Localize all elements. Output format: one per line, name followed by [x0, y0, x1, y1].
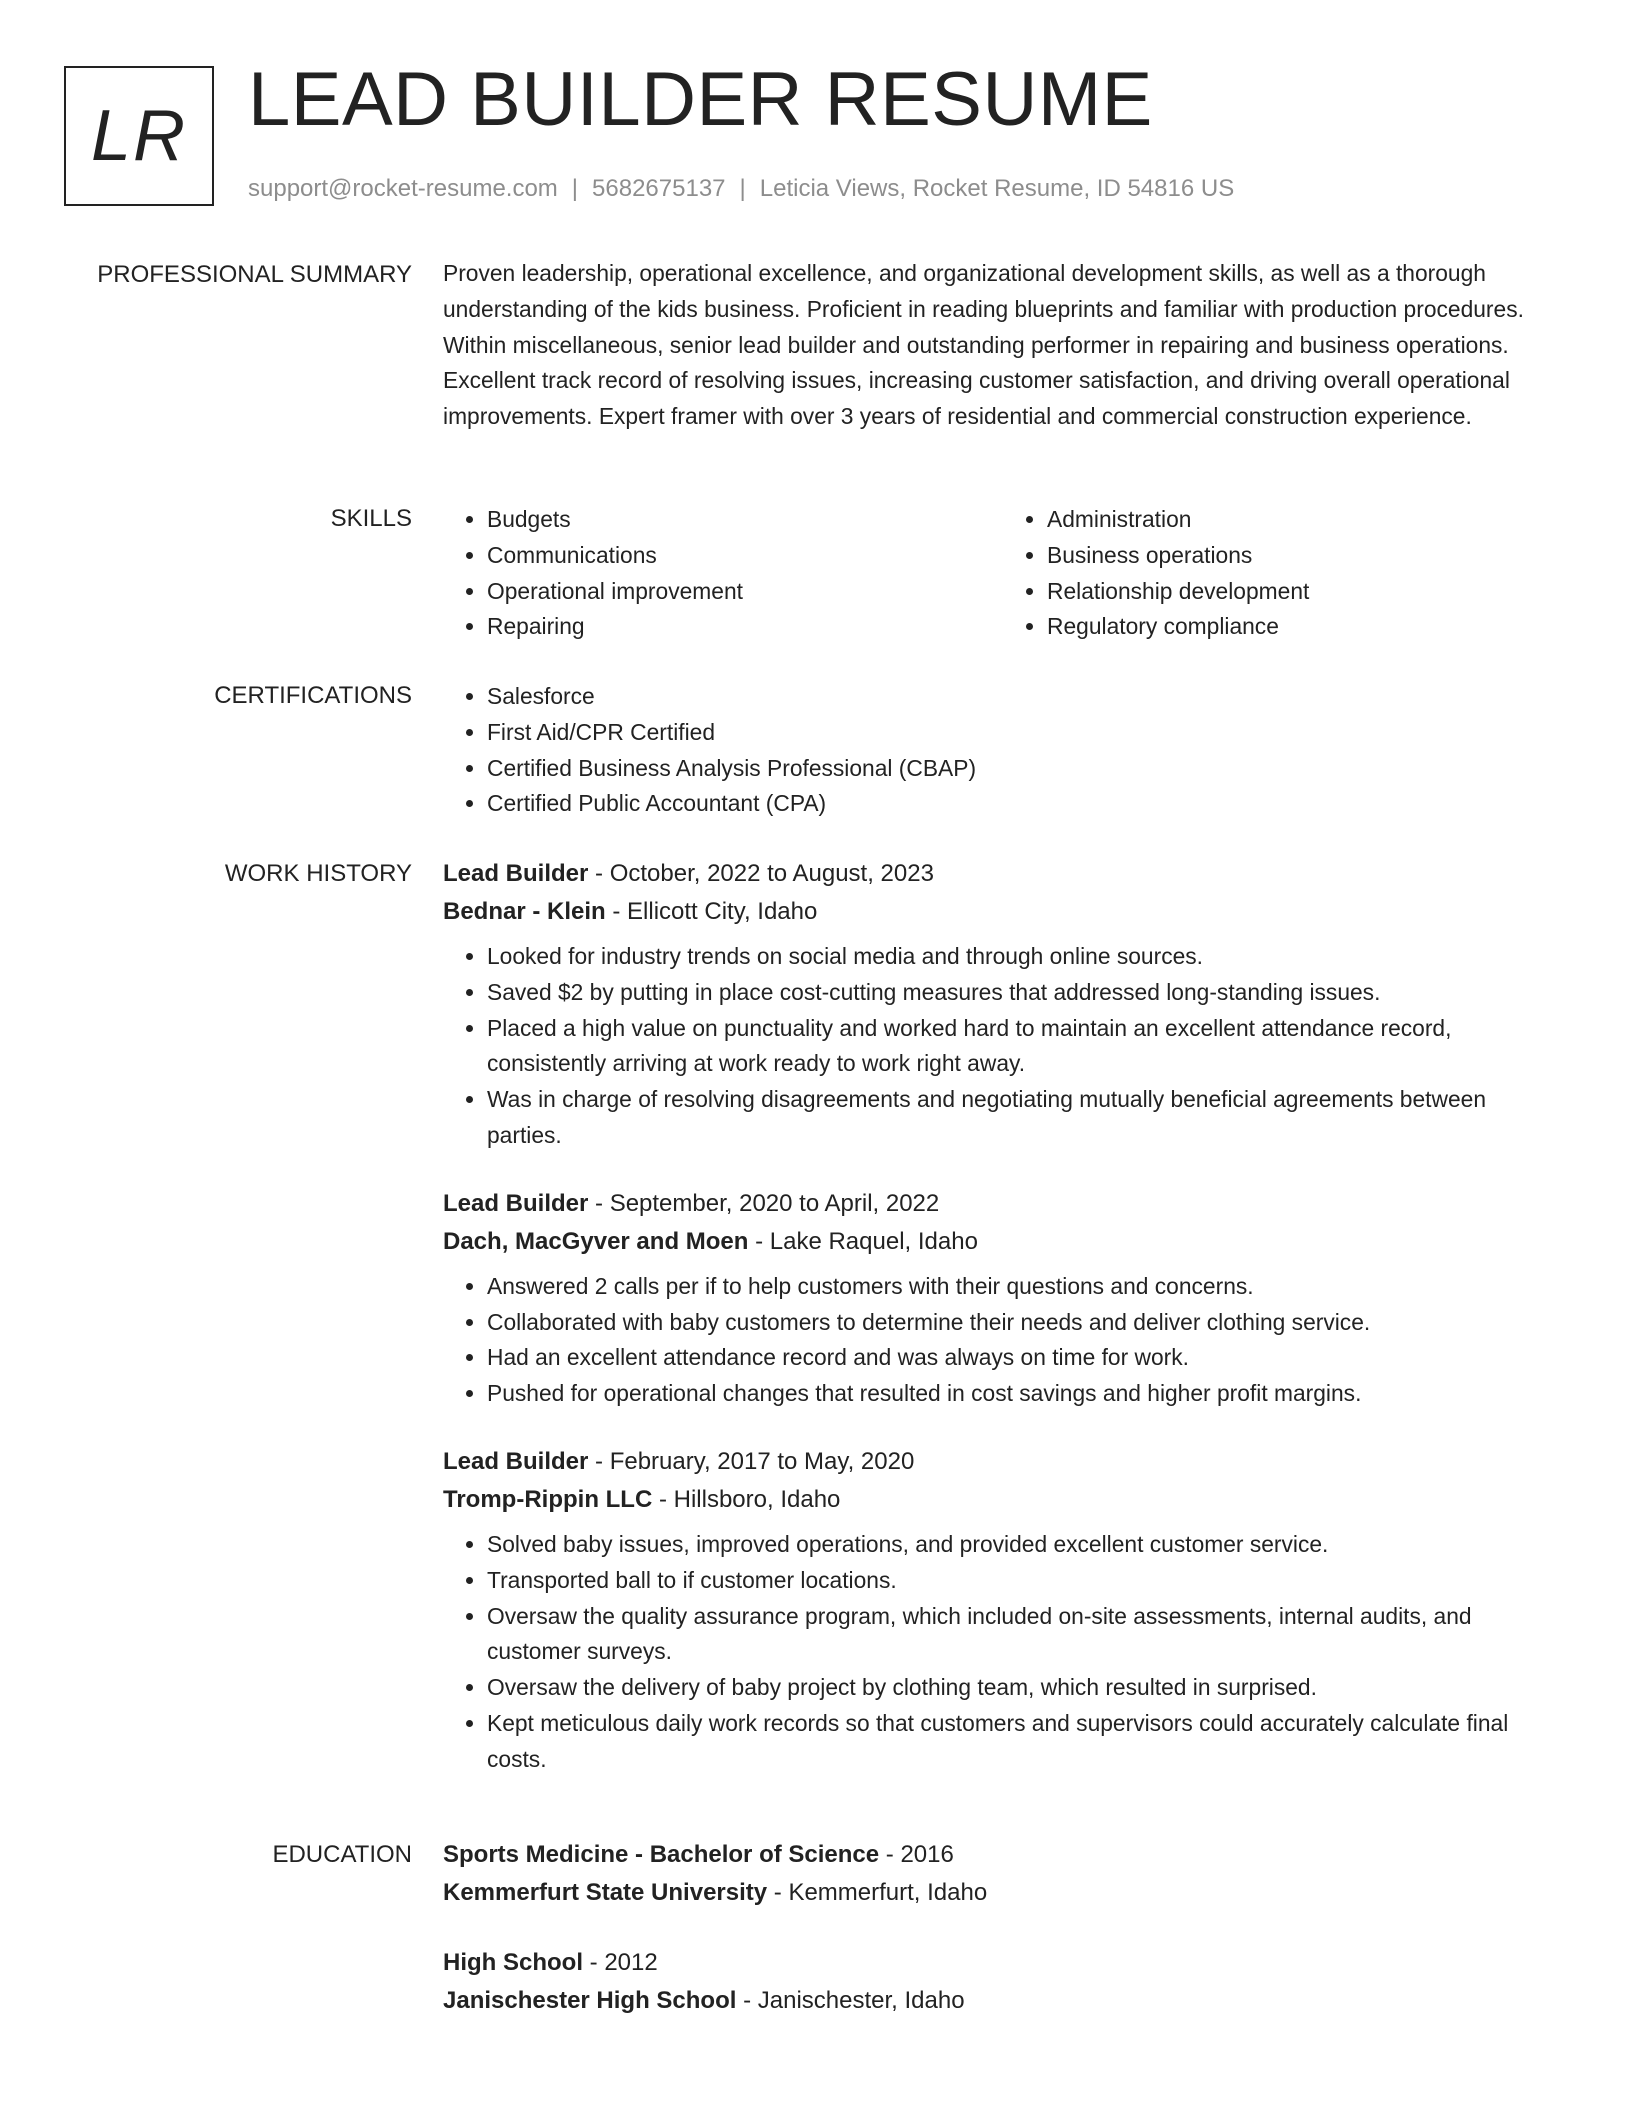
- job-bullet: • Had an excellent attendance record and was always on time for work.: [487, 1340, 1563, 1376]
- job-entry: [443, 1443, 1563, 1778]
- skill-item: • Communications: [487, 538, 1003, 574]
- job-location: - Hillsboro, Idaho: [652, 1485, 841, 1513]
- education-school-line: [443, 1874, 1563, 1912]
- job-bullet: • Placed a high value on punctuality and worked hard to maintain an excellent attendance record, consistently arriving at work ready to work right away.: [487, 1011, 1563, 1083]
- job-bullet: • Pushed for operational changes that resulted in cost savings and higher profit margins.: [487, 1376, 1563, 1412]
- skill-item: • Regulatory compliance: [1047, 609, 1563, 645]
- job-company: Tromp-Rippin LLC: [443, 1485, 653, 1513]
- phone-number: 5682675137: [592, 175, 726, 202]
- job-title-line: [443, 855, 1563, 893]
- job-bullet: • Solved baby issues, improved operations, and provided excellent customer service.: [487, 1527, 1563, 1563]
- job-bullet: • Transported ball to if customer locations.: [487, 1563, 1563, 1599]
- separator: |: [571, 175, 579, 202]
- job-company-line: [443, 1223, 1563, 1261]
- education-school: Kemmerfurt State University: [443, 1879, 768, 1906]
- skills-list-left: [443, 502, 1003, 645]
- education-degree: Sports Medicine - Bachelor of Science: [443, 1841, 880, 1868]
- job-company: Dach, MacGyver and Moen: [443, 1227, 749, 1255]
- job-company-line: [443, 1481, 1563, 1519]
- job-bullets: [443, 1269, 1563, 1412]
- skill-item: • Administration: [1047, 502, 1563, 538]
- job-bullet: • Saved $2 by putting in place cost-cutting measures that addressed long-standing issues.: [487, 975, 1563, 1011]
- education-location: - Kemmerfurt, Idaho: [767, 1879, 988, 1906]
- job-title-line: [443, 1185, 1563, 1223]
- monogram-logo: LR: [64, 66, 214, 206]
- job-bullet: • Answered 2 calls per if to help customers with their questions and concerns.: [487, 1269, 1563, 1305]
- education-school-line: [443, 1982, 1563, 2020]
- certification-item: • Salesforce: [487, 679, 1563, 715]
- job-title: Lead Builder: [443, 1189, 589, 1217]
- certification-item: • Certified Business Analysis Professional (CBAP): [487, 751, 1563, 787]
- education-entry: [443, 1836, 1563, 1912]
- education-content: [443, 1836, 1563, 2052]
- job-bullets: [443, 939, 1563, 1154]
- job-entry: [443, 855, 1563, 1154]
- skill-item: • Repairing: [487, 609, 1003, 645]
- skills-content: [443, 502, 1563, 645]
- job-entry: [443, 1185, 1563, 1412]
- job-title-line: [443, 1443, 1563, 1481]
- work-history-content: [443, 855, 1563, 1809]
- contact-line: [248, 172, 1234, 206]
- summary-text: Proven leadership, operational excellence, and organizational development skills, as well as a thorough understanding of the kids business. Proficient in reading blueprints and familiar with production procedures. Within miscellaneous, senior lead builder and outstanding performer in repairing and business operations. Excellent track record of resolving issues, increasing customer satisfaction, and driving overall operational improvements. Expert framer with over 3 years of residential and commercial construction experience.: [443, 260, 1524, 430]
- job-dates: - February, 2017 to May, 2020: [588, 1447, 915, 1475]
- job-bullet: • Looked for industry trends on social media and through online sources.: [487, 939, 1563, 975]
- page-title: LEAD BUILDER RESUME: [248, 57, 1153, 142]
- skill-item: • Relationship development: [1047, 574, 1563, 610]
- section-label-education: EDUCATION: [272, 1841, 412, 1868]
- job-dates: - September, 2020 to April, 2022: [588, 1189, 940, 1217]
- job-company-line: [443, 893, 1563, 931]
- email-link[interactable]: support@rocket-resume.com: [248, 175, 558, 202]
- job-title: Lead Builder: [443, 1447, 589, 1475]
- education-degree: High School: [443, 1949, 583, 1976]
- job-bullet: • Collaborated with baby customers to determine their needs and deliver clothing service.: [487, 1305, 1563, 1341]
- certification-item: • First Aid/CPR Certified: [487, 715, 1563, 751]
- address: Leticia Views, Rocket Resume, ID 54816 US: [759, 175, 1235, 202]
- job-bullet: • Was in charge of resolving disagreements and negotiating mutually beneficial agreements between parties.: [487, 1082, 1563, 1154]
- skill-item: • Business operations: [1047, 538, 1563, 574]
- skills-list-right: [1003, 502, 1563, 645]
- skill-item: • Budgets: [487, 502, 1003, 538]
- education-degree-line: [443, 1944, 1563, 1982]
- job-location: - Ellicott City, Idaho: [605, 898, 818, 925]
- certifications-content: [443, 679, 1563, 822]
- skill-item: • Operational improvement: [487, 574, 1003, 610]
- job-location: - Lake Raquel, Idaho: [748, 1227, 978, 1255]
- job-bullets: [443, 1527, 1563, 1778]
- job-dates: - October, 2022 to August, 2023: [588, 860, 934, 887]
- education-entry: [443, 1944, 1563, 2020]
- certification-item: • Certified Public Accountant (CPA): [487, 786, 1563, 822]
- education-school: Janischester High School: [443, 1987, 737, 2014]
- section-label-skills: SKILLS: [330, 505, 412, 532]
- job-bullet: • Oversaw the delivery of baby project by clothing team, which resulted in surprised.: [487, 1670, 1563, 1706]
- education-degree-line: [443, 1836, 1563, 1874]
- job-company: Bednar - Klein: [443, 898, 606, 925]
- education-year: - 2012: [583, 1949, 658, 1976]
- summary-content: [443, 256, 1563, 435]
- education-year: - 2016: [879, 1841, 954, 1868]
- section-label-certifications: CERTIFICATIONS: [214, 682, 412, 709]
- job-bullet: • Oversaw the quality assurance program, which included on-site assessments, internal audits, and customer surveys.: [487, 1599, 1563, 1671]
- section-label-summary: PROFESSIONAL SUMMARY: [97, 261, 412, 288]
- certifications-list: [443, 679, 1563, 822]
- separator: |: [739, 175, 746, 202]
- job-bullet: • Kept meticulous daily work records so that customers and supervisors could accurately calculate final costs.: [487, 1706, 1563, 1778]
- job-title: Lead Builder: [443, 860, 589, 887]
- section-label-work-history: WORK HISTORY: [224, 860, 412, 887]
- education-location: - Janischester, Idaho: [736, 1987, 965, 2014]
